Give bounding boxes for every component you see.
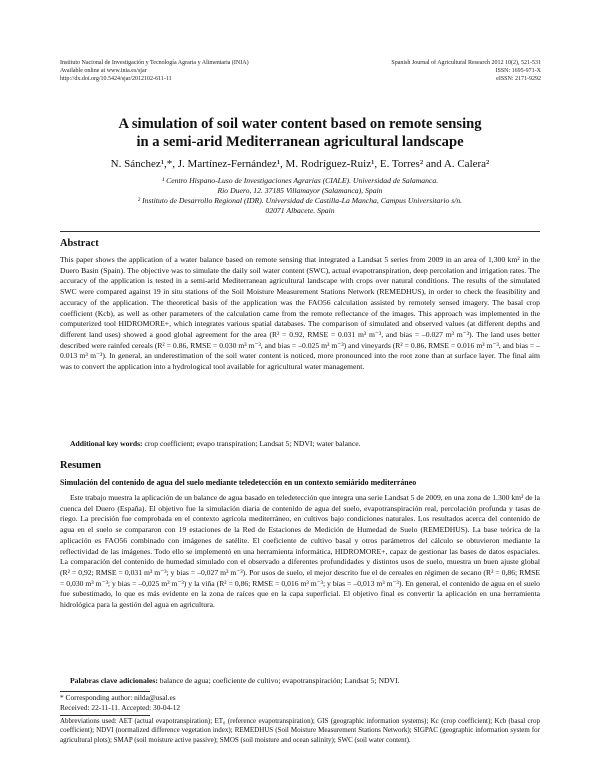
abbreviations-note: Abbreviations used: AET (actual evapotranspiration); ET₀ (reference evapotranspiration); GIS (geographic information systems); Kc (crop coefficient); Kcb (basal crop coefficient); NDVI (normalized difference vegetation index); REMEDHUS (Soil Moisture Measurement Stations Network); SIGPAC (geographic information system for agricultural plots); SMAP (soil moisture active passive); SMOS (soil moisture and ocean salinity); SWC (soil water content).: [60, 717, 540, 744]
journal-header-left: [60, 59, 249, 84]
abbreviations-divider: [60, 715, 150, 716]
abstract-keywords: [60, 439, 540, 450]
affiliation-1-line-1: ¹ Centro Hispano-Luso de Investigaciones Agrarias (CIALE). Universidad de Salamanca.: [161, 176, 439, 185]
title-divider: [60, 231, 540, 232]
affiliations: [60, 176, 540, 216]
citation-line: Spanish Journal of Agricultural Research 2012 10(2), 521-531: [391, 60, 541, 66]
palabras-clave-list: balance de agua; coeficiente de cultivo; evapotranspiración; Landsat 5; NDVI.: [157, 676, 400, 685]
title-line-2: in a semi-arid Mediterranean agricultural landscape: [136, 133, 464, 150]
affiliation-2-line-2: 02071 Albacete. Spain: [265, 206, 335, 215]
keywords-label: Additional key words:: [70, 439, 143, 448]
palabras-clave-label: Palabras clave adicionales:: [70, 676, 158, 685]
abstract-heading: Abstract: [60, 238, 99, 249]
eissn-line: eISSN: 2171-9292: [496, 76, 541, 83]
affiliation-2-line-1: ² Instituto de Desarrollo Regional (IDR). Universidad de Castilla-La Mancha, Campus Universitario s/n.: [137, 196, 463, 205]
availability-line[interactable]: Available online at www.inia.es/sjar: [60, 68, 147, 75]
affiliation-1-line-2: Rio Duero, 12. 37185 Villamayor (Salamanca), Spain: [217, 186, 383, 195]
paper-title: [60, 116, 540, 151]
footnote-divider: [60, 691, 150, 692]
resumen-subtitle: Simulación del contenido de agua del suelo mediante teledetección en un contexto semiárido mediterráneo: [60, 478, 417, 487]
doi-line[interactable]: http://dx.doi.org/10.5424/sjar/2012102-611-11: [60, 76, 172, 83]
received-dates: Received: 22-11-11. Accepted: 30-04-12: [60, 703, 181, 712]
publisher-line: Instituto Nacional de Investigación y Tecnología Agraria y Alimentaria (INIA): [60, 60, 249, 66]
keywords-list: crop coefficient; evapo transpiration; Landsat 5; NDVI; water balance.: [142, 439, 361, 448]
resumen-keywords: [60, 676, 540, 687]
author-list: N. Sánchez¹,*, J. Martínez-Fernández¹, M. Rodríguez-Ruiz¹, E. Torres² and A. Calera²: [110, 158, 490, 170]
corresponding-author[interactable]: * Corresponding author: nilda@usal.es: [60, 693, 176, 702]
abstract-text: This paper shows the application of a water balance based on remote sensing that integrated a Landsat 5 series from 2009 in an area of 1,300 km² in the Duero Basin (Spain). The objective was to simulate the daily soil water content (SWC), actual evapotranspiration, deep percolation and irrigation rates. The accuracy of the application is tested in a semi-arid Mediterranean agricultural landscape with crops over natural conditions. The results of the simulated SWC were compared against 19 in situ stations of the Soil Moisture Measurement Stations Network (REMEDHUS), in order to check the feasibility and accuracy of the application. The theoretical basis of the application was the FAO56 calculation assisted by remotely sensed imagery. The basal crop coefficient (Kcb), as well as other parameters of the calculation came from the remote reflectance of the images. This approach was implemented in the computerized tool HIDROMORE+, which integrates various spatial databases. The comparison of simulated and observed values (at different depths and different land uses) showed a good global agreement for the area (R² = 0.92, RMSE = 0.031 m³ m⁻³, and bias = –0.027 m³ m⁻³). The land uses better described were rainfed cereals (R² = 0.86, RMSE = 0.030 m³ m⁻³, and bias = –0.025 m³ m⁻³) and vineyards (R² = 0.86, RMSE = 0.016 m³ m⁻³, and bias = –0.013 m³ m⁻³). In general, an underestimation of the soil water content is noticed, more pronounced into the root zone than at surface layer. The final aim was to convert the application into a hydrological tool available for agricultural water management.: [60, 255, 540, 372]
journal-header-right: [360, 59, 541, 84]
resumen-heading: Resumen: [60, 460, 101, 471]
title-line-1: A simulation of soil water content based on remote sensing: [118, 116, 482, 132]
resumen-text: Este trabajo muestra la aplicación de un balance de agua basado en teledetección que integra una serie Landsat 5 de 2009, en una zona de 1.300 km² de la cuenca del Duero (España). El objetivo fue la simulación diaria de contenido de agua del suelo, evapotranspiración real, percolación profunda y tasas de riego. La precisión fue comprobada en el contexto agrícola mediterráneo, en cultivos bajo condiciones naturales. Los resultados acerca del contenido de agua en el suelo se compararon con 19 estaciones de la Red de Estaciones de Medición de Humedad de Suelo (REMEDHUS). La base teórica de la aplicación es FAO56 combinado con imágenes de satélite. El coeficiente de cultivo basal y otros parámetros del cálculo se obtuvieron mediante la reflectividad de las imágenes. Todo ello se implementó en una herramienta informática, HIDROMORE+, capaz de gestionar las bases de datos espaciales. La comparación del contenido de humedad simulado con el observado a diferentes profundidades y distintos usos de suelo, muestra un buen ajuste global (R² = 0,92; RMSE = 0,031 m³ m⁻³; y bias = –0,027 m³ m⁻³). Por usos de suelo, el mejor descrito fue el de cereales en régimen de secano (R² = 0,86; RMSE = 0,030 m³ m⁻³; y bias = –0,025 m³ m⁻³) y la viña (R² = 0,86; RMSE = 0,016 m³ m⁻³; y bias = –0,013 m³ m⁻³). En general, el contenido de agua en el suelo fue subestimado, lo que es más evidente en la zona de raíces que en la capa superficial. El objetivo final es convertir la aplicación en una herramienta hidrológica para la gestión del agua en agricultura.: [60, 493, 540, 610]
issn-line: ISSN: 1695-971-X: [495, 68, 541, 75]
